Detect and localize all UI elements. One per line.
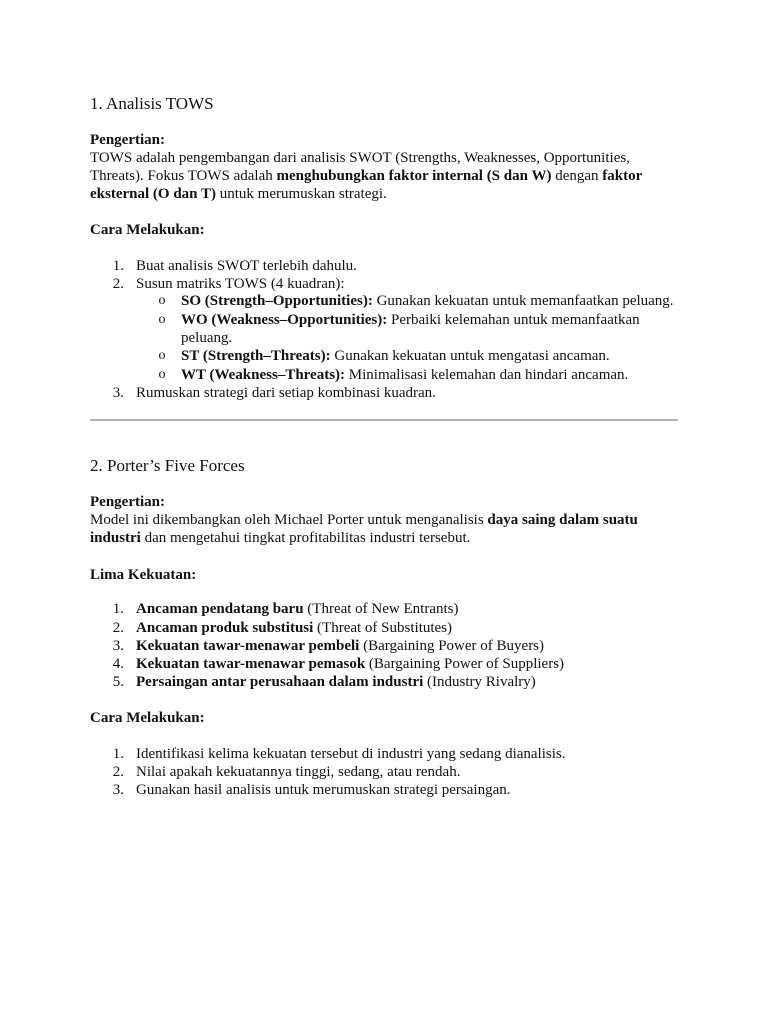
section1-definition-line2	[90, 167, 642, 185]
section1-definition-line1: TOWS adalah pengembangan dari analisis SWOT (Strengths, Weaknesses, Opportunities,	[90, 150, 630, 166]
text-run: untuk merumuskan strategi.	[215, 186, 387, 202]
text-run: (Bargaining Power of Suppliers)	[365, 656, 565, 672]
list-number: 3.	[112, 385, 124, 401]
bold-run: menghubungkan faktor internal (S dan W)	[276, 168, 552, 184]
text-run: (Industry Rivalry)	[423, 674, 536, 690]
bold-run: Kekuatan tawar-menawar pembeli	[136, 638, 360, 654]
sub-list-item-text	[181, 347, 610, 365]
section2-forces-label: Lima Kekuatan:	[90, 567, 197, 583]
list-item-text	[136, 600, 458, 618]
section2-definition-label: Pengertian:	[90, 494, 165, 510]
list-number: 3.	[112, 782, 124, 798]
section2-definition-line2	[90, 529, 470, 547]
list-item-text	[136, 637, 544, 655]
bold-run: Persaingan antar perusahaan dalam industri	[136, 674, 424, 690]
sub-list-item-continuation: peluang.	[181, 330, 233, 346]
text-run: Model ini dikembangkan oleh Michael Porter untuk menganalisis	[90, 512, 488, 528]
bold-run: industri	[90, 530, 141, 546]
bullet-marker: o	[158, 293, 166, 308]
text-run: Gunakan kekuatan untuk memanfaatkan peluang.	[372, 293, 674, 309]
sub-list-item-text	[181, 366, 628, 384]
section2-title: 2. Porter’s Five Forces	[90, 456, 245, 475]
section2-how-label: Cara Melakukan:	[90, 710, 205, 726]
bold-run: eksternal (O dan T)	[90, 186, 216, 202]
bold-run: ST (Strength–Threats):	[181, 348, 331, 364]
bullet-marker: o	[158, 367, 166, 382]
text-run: dengan	[551, 168, 603, 184]
section1-title: 1. Analisis TOWS	[90, 94, 214, 113]
bold-run: faktor	[602, 168, 643, 184]
bold-run: WT (Weakness–Threats):	[181, 367, 346, 383]
bold-run: WO (Weakness–Opportunities):	[181, 312, 388, 328]
list-number: 2.	[112, 276, 124, 292]
bold-run: Ancaman pendatang baru	[136, 601, 304, 617]
text-run: Threats). Fokus TOWS adalah	[90, 168, 277, 184]
list-number: 1.	[112, 601, 124, 617]
section1-how-label: Cara Melakukan:	[90, 222, 205, 238]
list-item-text: Buat analisis SWOT terlebih dahulu.	[136, 258, 357, 274]
text-run: dan mengetahui tingkat profitabilitas industri tersebut.	[140, 530, 471, 546]
list-number: 3.	[112, 638, 124, 654]
sub-list-item-text	[181, 292, 674, 310]
text-run: Minimalisasi kelemahan dan hindari ancaman.	[345, 367, 629, 383]
list-item-text: Nilai apakah kekuatannya tinggi, sedang, atau rendah.	[136, 764, 461, 780]
bold-run: Kekuatan tawar-menawar pemasok	[136, 656, 366, 672]
list-number: 1.	[112, 746, 124, 762]
list-item-text: Susun matriks TOWS (4 kuadran):	[136, 276, 345, 292]
list-number: 2.	[112, 620, 124, 636]
list-number: 1.	[112, 258, 124, 274]
section1-definition-line3	[90, 185, 387, 203]
sub-list-item-text	[181, 311, 640, 329]
section2-definition-line1	[90, 511, 638, 529]
bullet-marker: o	[158, 312, 166, 327]
list-number: 2.	[112, 764, 124, 780]
list-item-text: Gunakan hasil analisis untuk merumuskan strategi persaingan.	[136, 782, 511, 798]
text-run: (Threat of Substitutes)	[313, 620, 453, 636]
list-item-text	[136, 673, 536, 691]
list-item-text	[136, 655, 564, 673]
text-run: Perbaiki kelemahan untuk memanfaatkan	[387, 312, 640, 328]
list-number: 5.	[112, 674, 124, 690]
list-item-text: Identifikasi kelima kekuatan tersebut di industri yang sedang dianalisis.	[136, 746, 566, 762]
text-run: (Bargaining Power of Buyers)	[359, 638, 545, 654]
list-item-text	[136, 619, 452, 637]
bold-run: Ancaman produk substitusi	[136, 620, 314, 636]
section1-definition-label: Pengertian:	[90, 132, 165, 148]
list-number: 4.	[112, 656, 124, 672]
bold-run: SO (Strength–Opportunities):	[181, 293, 373, 309]
bold-run: daya saing dalam suatu	[487, 512, 638, 528]
text-run: (Threat of New Entrants)	[303, 601, 459, 617]
list-item-text: Rumuskan strategi dari setiap kombinasi kuadran.	[136, 385, 436, 401]
text-run: Gunakan kekuatan untuk mengatasi ancaman.	[330, 348, 610, 364]
horizontal-divider	[90, 419, 678, 421]
bullet-marker: o	[158, 348, 166, 363]
